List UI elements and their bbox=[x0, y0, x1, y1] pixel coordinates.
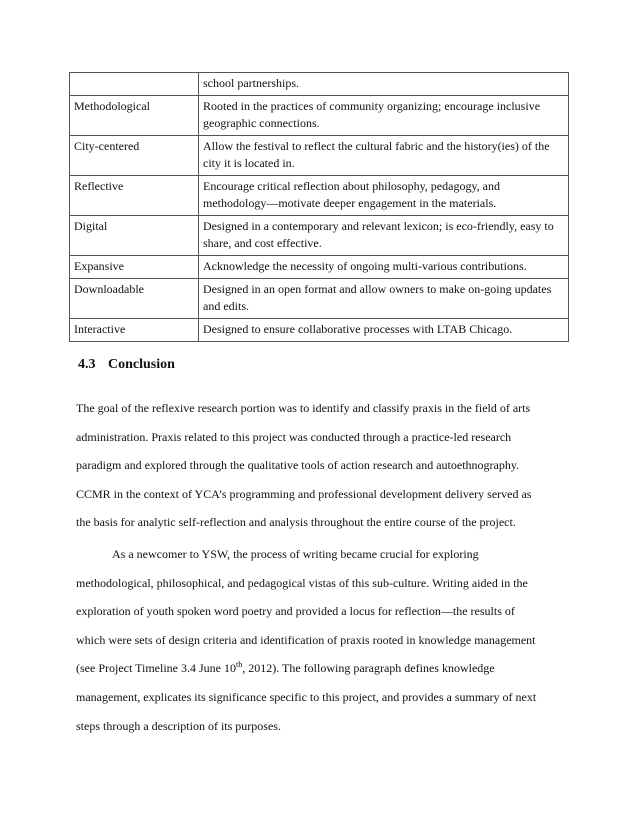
criteria-term-cell: Methodological bbox=[70, 96, 199, 136]
table-row bbox=[70, 96, 569, 136]
criteria-term-cell bbox=[70, 73, 199, 96]
paragraph-line: methodological, philosophical, and pedagogical vistas of this sub-culture. Writing aided in the bbox=[76, 575, 528, 590]
section-heading bbox=[78, 357, 175, 373]
paragraph-line: management, explicates its significance specific to this project, and provides a summary of next bbox=[76, 689, 537, 704]
paragraph-line: steps through a description of its purposes. bbox=[76, 718, 281, 733]
paragraph-line: which were sets of design criteria and identification of praxis rooted in knowledge management bbox=[76, 632, 536, 647]
conclusion-paragraph-1 bbox=[76, 394, 566, 537]
table-row bbox=[70, 216, 569, 256]
paragraph-line: administration. Praxis related to this project was conducted through a practice-led research bbox=[76, 429, 512, 444]
criteria-description-cell: Designed in an open format and allow owners to make on-going updates and edits. bbox=[199, 279, 569, 319]
criteria-term-cell: City-centered bbox=[70, 136, 199, 176]
table-row bbox=[70, 136, 569, 176]
line-text: (see Project Timeline 3.4 June 10 bbox=[76, 661, 236, 676]
table-row bbox=[70, 256, 569, 279]
table-row bbox=[70, 319, 569, 342]
section-title: Conclusion bbox=[108, 357, 175, 372]
criteria-description-cell: Designed in a contemporary and relevant lexicon; is eco-friendly, easy to share, and cost effective. bbox=[199, 216, 569, 256]
criteria-term-cell: Interactive bbox=[70, 319, 199, 342]
table-row bbox=[70, 176, 569, 216]
criteria-description-cell: Allow the festival to reflect the cultural fabric and the history(ies) of the city it is located in. bbox=[199, 136, 569, 176]
line-text: , 2012). The following paragraph defines knowledge bbox=[242, 661, 495, 676]
criteria-description-cell: Acknowledge the necessity of ongoing multi-various contributions. bbox=[199, 256, 569, 279]
conclusion-paragraph-2 bbox=[76, 540, 566, 740]
paragraph-line: paradigm and explored through the qualitative tools of action research and autoethnography. bbox=[76, 458, 520, 473]
paragraph-line bbox=[76, 654, 566, 683]
criteria-description-cell: school partnerships. bbox=[199, 73, 569, 96]
paragraph-line: exploration of youth spoken word poetry and provided a locus for reflection—the results of bbox=[76, 604, 515, 619]
criteria-description-cell: Encourage critical reflection about philosophy, pedagogy, and methodology—motivate deeper engagement in the materials. bbox=[199, 176, 569, 216]
paragraph-line: CCMR in the context of YCA’s programming and professional development delivery served as bbox=[76, 486, 532, 501]
criteria-description-cell: Designed to ensure collaborative processes with LTAB Chicago. bbox=[199, 319, 569, 342]
ordinal-suffix: th bbox=[235, 660, 243, 670]
criteria-term-cell: Digital bbox=[70, 216, 199, 256]
criteria-term-cell: Downloadable bbox=[70, 279, 199, 319]
table-row bbox=[70, 279, 569, 319]
paragraph-line: The goal of the reflexive research portion was to identify and classify praxis in the field of arts bbox=[76, 401, 531, 415]
criteria-term-cell: Expansive bbox=[70, 256, 199, 279]
paragraph-line: As a newcomer to YSW, the process of writing became crucial for exploring bbox=[112, 547, 479, 561]
table-row bbox=[70, 73, 569, 96]
design-criteria-table bbox=[69, 72, 569, 342]
paragraph-line: the basis for analytic self-reflection and analysis throughout the entire course of the project. bbox=[76, 515, 516, 530]
criteria-term-cell: Reflective bbox=[70, 176, 199, 216]
criteria-description-cell: Rooted in the practices of community organizing; encourage inclusive geographic connections. bbox=[199, 96, 569, 136]
section-number: 4.3 bbox=[78, 357, 96, 372]
